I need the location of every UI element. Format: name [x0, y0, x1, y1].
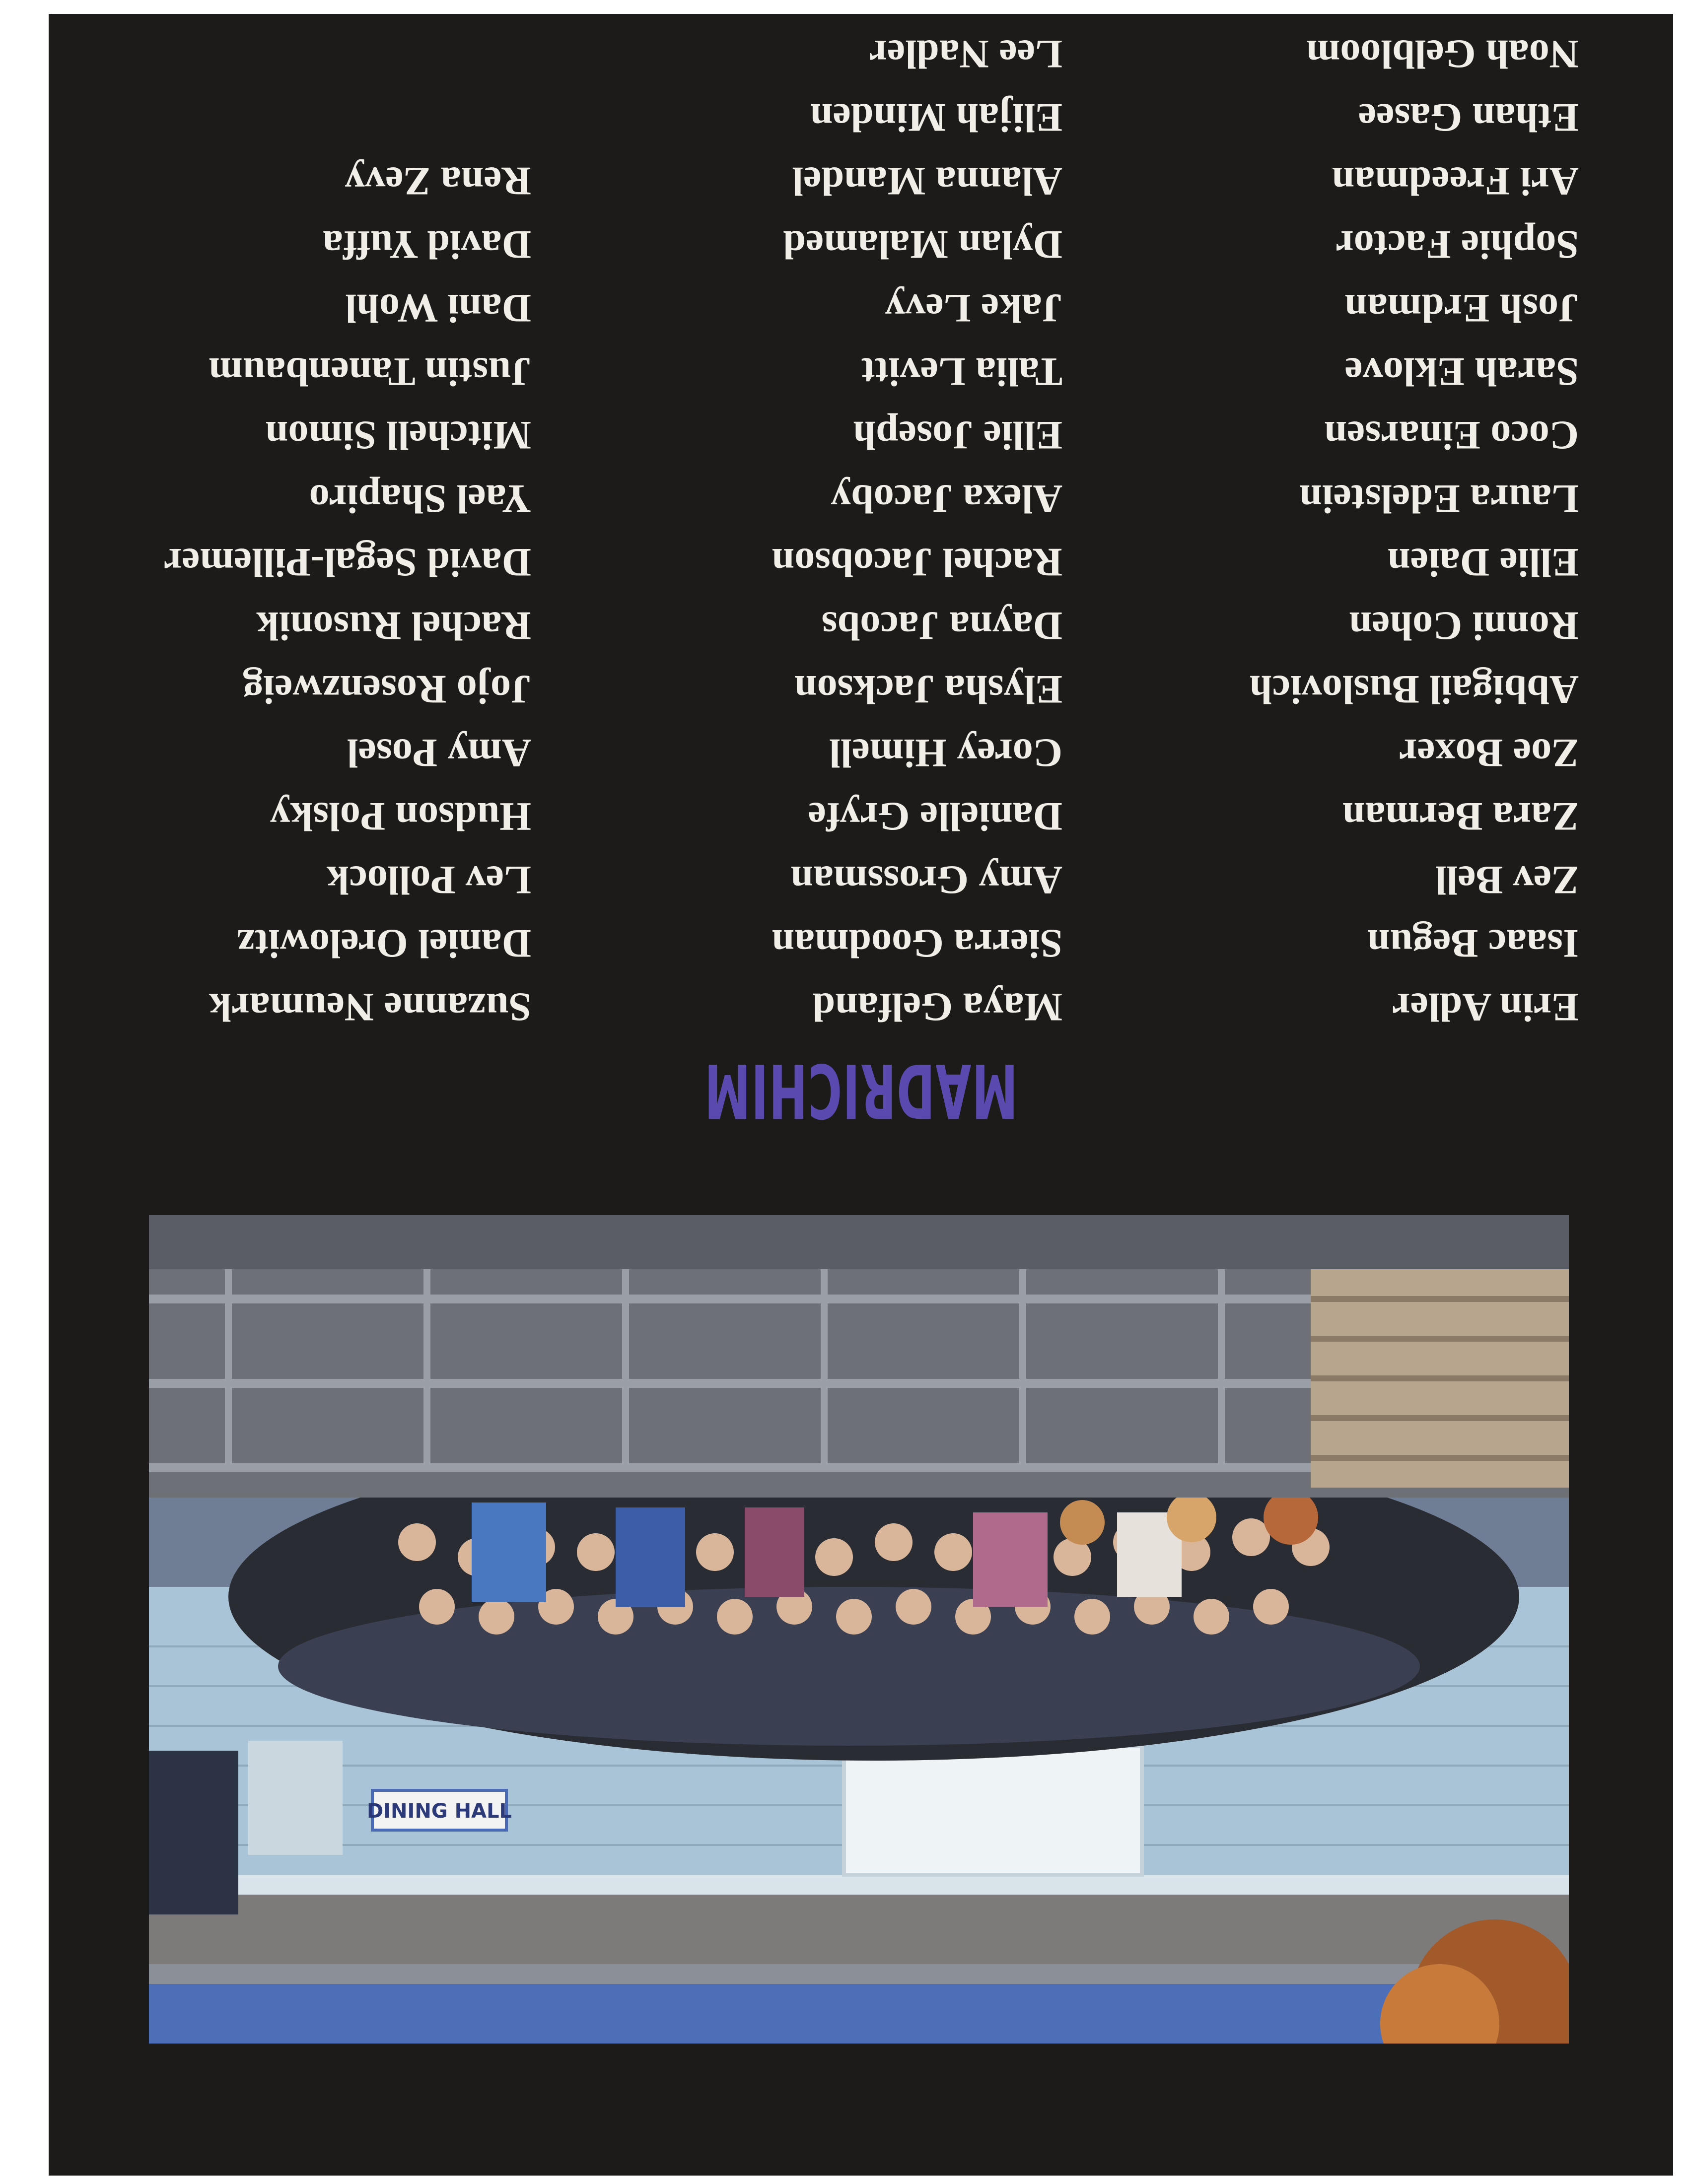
name: Elysha Jackson [794, 667, 1062, 712]
group-photo-illustration [149, 1215, 1569, 2044]
name: Ellie Joseph [853, 413, 1062, 458]
name: Amy Grossman [790, 858, 1062, 903]
name: Ari Freedman [1332, 159, 1579, 204]
name: Isaac Begun [1367, 921, 1579, 966]
name: Rachel Jacobson [772, 540, 1062, 585]
name: Jojo Rosenzweig [243, 667, 531, 712]
name: Ronni Cohen [1349, 604, 1579, 649]
name: Sierra Goodman [772, 921, 1062, 966]
names-column-1 [1250, 22, 1579, 1039]
name: Elijah Minden [810, 95, 1062, 140]
name: Ellie Daien [1388, 540, 1579, 585]
name: Lee Nadler [869, 32, 1062, 77]
name: Sarah Eklove [1344, 349, 1579, 395]
name: Noah Gelbloom [1306, 32, 1579, 77]
name: Zev Bell [1435, 858, 1579, 903]
name: Rena Zevy [345, 159, 531, 204]
name: Mitchell Simon [265, 413, 531, 458]
name: Zoe Boxer [1399, 731, 1579, 776]
name: Dylan Malamed [783, 222, 1062, 268]
name: Maya Gelfand [812, 985, 1062, 1030]
dining-hall-sign-text: DINING HALL [366, 1800, 512, 1823]
name: Dayna Jacobs [821, 604, 1062, 649]
names-column-2 [772, 22, 1062, 1039]
name: Alanna Mandel [792, 159, 1062, 204]
name: Ethan Gasee [1358, 95, 1579, 140]
name: Lev Pollock [326, 858, 531, 903]
name: Zara Berman [1342, 794, 1579, 839]
name: Yael Shapiro [309, 477, 531, 522]
name: David Segal-Pillemer [163, 540, 531, 585]
name: Rachel Rusonik [256, 604, 531, 649]
name: Suzanne Neumark [209, 985, 531, 1030]
name: Erin Adler [1392, 985, 1579, 1030]
name: Justin Tanenbaum [209, 349, 531, 395]
name: Dani Wohl [345, 286, 531, 331]
name: Amy Posel [347, 731, 531, 776]
name: Jake Levy [885, 286, 1062, 331]
name: Josh Erdman [1344, 286, 1579, 331]
name: Talia Levitt [861, 349, 1062, 395]
name: Hudson Polsky [270, 794, 531, 839]
name: David Yuffa [323, 222, 531, 268]
group-photo [149, 1215, 1569, 2044]
name: Daniel Orelowitz [237, 921, 531, 966]
name: Corey Himell [829, 731, 1062, 776]
yearbook-panel [49, 14, 1673, 2176]
names-column-3 [164, 149, 531, 1039]
name: Sophie Factor [1336, 222, 1579, 268]
name: Coco Einarsen [1324, 413, 1579, 458]
name: Abbigail Buslovich [1249, 667, 1579, 712]
heading-madrichim: MADRICHIM [703, 1047, 1018, 1133]
name: Danielle Gryfe [808, 794, 1062, 839]
name: Alexa Jacoby [831, 477, 1062, 522]
name: Laura Edelstein [1299, 477, 1579, 522]
